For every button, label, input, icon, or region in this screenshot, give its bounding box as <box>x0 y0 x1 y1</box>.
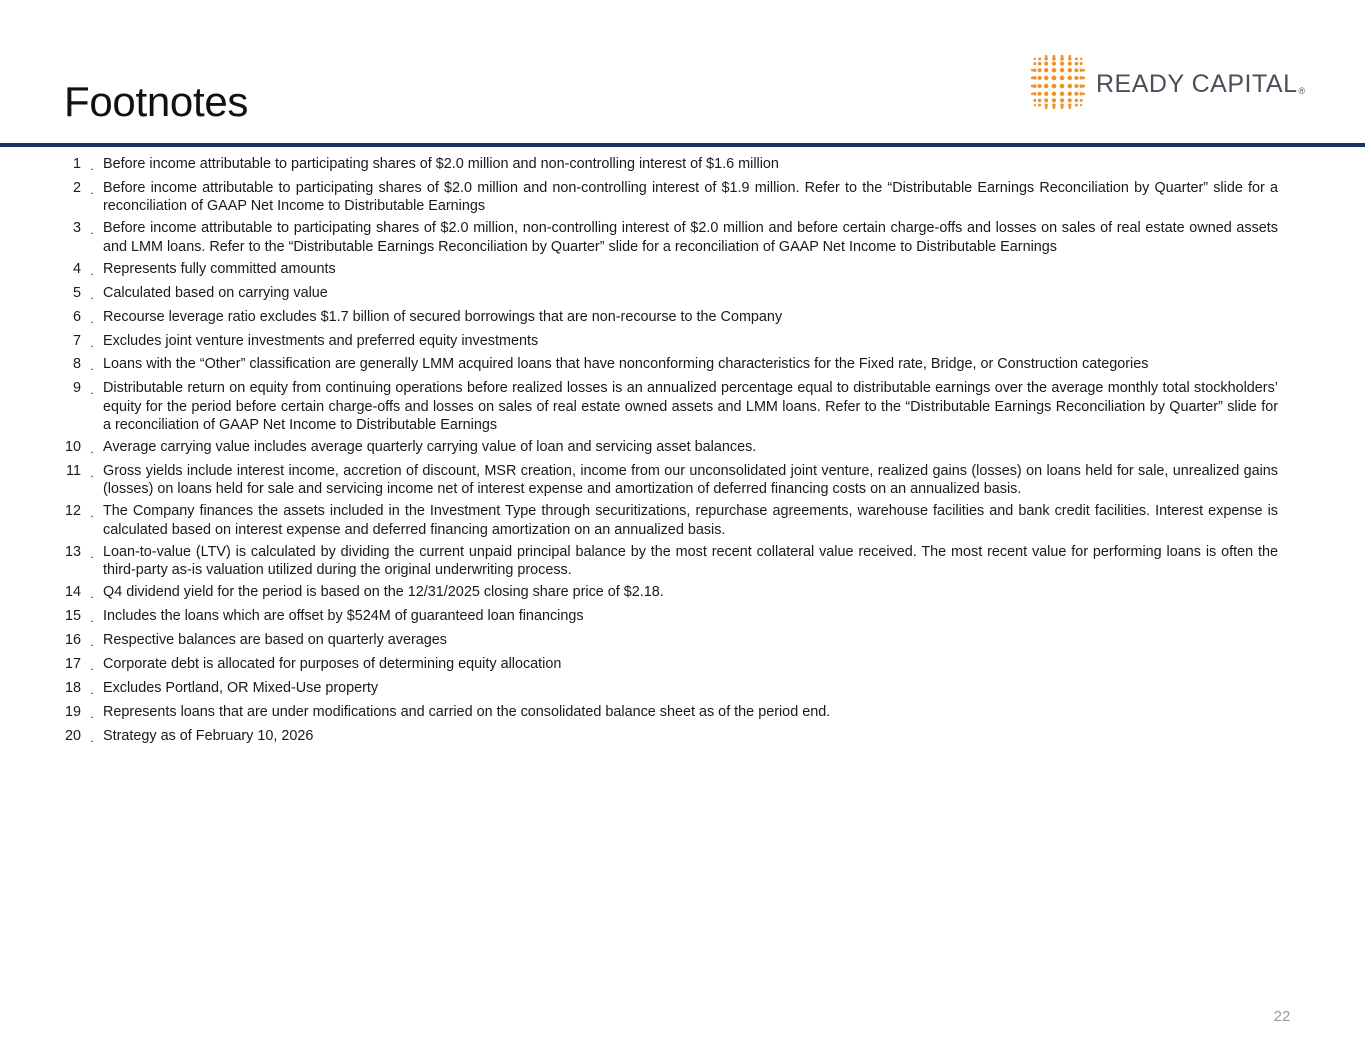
logo-dot <box>1074 76 1078 80</box>
footnote-item <box>56 379 1278 434</box>
footnote-item <box>56 284 1278 304</box>
logo-dot <box>1052 92 1057 97</box>
footnote-number: 16 <box>64 631 81 648</box>
logo-dot <box>1038 62 1042 66</box>
logo-dot <box>1052 62 1056 66</box>
logo-dot <box>1038 68 1042 72</box>
footnote-separator: . <box>90 335 94 350</box>
footnote-item <box>56 543 1278 580</box>
footnote-text: Before income attributable to participating shares of $2.0 million and non-controlling interest of $1.6 million <box>103 156 779 172</box>
footnote-number: 7 <box>72 332 81 349</box>
footnote-number: 8 <box>72 356 81 373</box>
footnote-item <box>56 727 1278 747</box>
logo-wordmark: READY CAPITAL <box>1096 69 1298 98</box>
footnote-separator: . <box>90 442 94 457</box>
footnote-text: Strategy as of February 10, 2026 <box>103 727 314 744</box>
logo-dot <box>1080 62 1083 65</box>
logo-dot <box>1082 69 1085 72</box>
footnote-number: 12 <box>64 503 81 520</box>
footnote-number: 13 <box>64 543 81 560</box>
logo-dot <box>1044 68 1048 72</box>
logo-registered-mark: ® <box>1298 86 1306 96</box>
logo-dot <box>1068 76 1073 81</box>
footnote-text: Respective balances are based on quarterly averages <box>103 631 447 648</box>
logo-dot <box>1068 92 1072 96</box>
header-divider <box>0 143 1365 147</box>
footnote-item <box>56 260 1278 280</box>
logo-dot <box>1082 77 1085 80</box>
footnote-text: Loans with the “Other” classification are generally LMM acquired loans that have nonconforming characteristics for the Fixed rate, Bridge, or Construction categories <box>103 356 1149 373</box>
logo-dot <box>1079 69 1082 72</box>
footnote-number: 20 <box>64 727 81 744</box>
footnote-separator: . <box>90 182 94 197</box>
footnote-separator: . <box>90 586 94 601</box>
logo-dot <box>1075 104 1078 107</box>
logo-dot <box>1068 98 1072 102</box>
footnote-separator: . <box>90 610 94 625</box>
footnote-item <box>56 308 1278 328</box>
logo-dot <box>1068 62 1072 66</box>
logo-dot <box>1068 84 1073 89</box>
footnote-item <box>56 631 1278 651</box>
logo-dot <box>1038 76 1042 80</box>
footnote-text: Distributable return on equity from continuing operations before realized losses is an annualized percentage equal to distributable earnings over the average monthly total stockholders’ equity for the period before certain charge-offs and losses on sales of real estate owned assets and LMM loans. Refer to the “Distributable Earnings Reconciliation by Quarter” slide for a reconciliation of GAAP Net Income to Distributable Earnings <box>103 380 1278 434</box>
footnote-separator: . <box>90 159 94 173</box>
footnote-text: Excludes Portland, OR Mixed-Use property <box>103 679 379 696</box>
footnote-text: Calculated based on carrying value <box>103 284 328 301</box>
logo-dot <box>1044 76 1049 81</box>
logo-dot-sphere-icon <box>1028 54 1088 114</box>
logo-dot <box>1038 92 1042 96</box>
footnote-separator: . <box>90 506 94 521</box>
footnote-text: Q4 dividend yield for the period is based on the 12/31/2025 closing share price of $2.18. <box>103 583 664 600</box>
page-title: Footnotes <box>64 78 249 125</box>
footnote-separator: . <box>90 263 94 278</box>
logo-dot <box>1038 99 1042 103</box>
footnote-number: 17 <box>64 655 81 672</box>
logo-dot <box>1045 106 1048 109</box>
footnote-text: Represents loans that are under modifications and carried on the consolidated balance sheet as of the period end. <box>103 703 831 720</box>
logo-dot <box>1033 92 1036 95</box>
logo-dot <box>1044 98 1048 102</box>
footnote-separator: . <box>90 311 94 326</box>
footnote-item <box>56 462 1278 499</box>
footnote-item <box>56 438 1278 458</box>
footnote-item <box>56 679 1278 699</box>
footnotes-list <box>56 155 1278 751</box>
footnote-text: Loan-to-value (LTV) is calculated by dividing the current unpaid principal balance by the most recent collateral value received. The most recent value for performing loans is often the third-party as-is valuation utilized during the original underwriting process. <box>103 543 1278 578</box>
logo-dot <box>1060 84 1065 89</box>
footnote-text: Average carrying value includes average quarterly carrying value of loan and servicing asset balances. <box>103 439 757 456</box>
footnote-number: 2 <box>72 179 81 196</box>
footnote-separator: . <box>90 706 94 721</box>
footnote-text: Represents fully committed amounts <box>103 260 336 277</box>
footnote-text: Recourse leverage ratio excludes $1.7 billion of secured borrowings that are non-recourse to the Company <box>103 308 783 325</box>
footnote-separator: . <box>90 466 94 481</box>
footnote-number: 15 <box>64 607 81 624</box>
logo-dot <box>1038 104 1041 107</box>
logo-dot <box>1082 92 1085 95</box>
logo-dot <box>1052 76 1057 81</box>
footnote-item <box>56 583 1278 603</box>
footnote-number: 4 <box>72 260 81 277</box>
footnote-item <box>56 607 1278 627</box>
logo-dot <box>1044 92 1048 96</box>
footnote-number: 11 <box>66 463 81 480</box>
logo-dot <box>1034 104 1036 106</box>
logo-dot <box>1082 85 1085 88</box>
logo-dot <box>1074 84 1078 88</box>
footnote-item <box>56 655 1278 675</box>
footnote-item <box>56 179 1278 216</box>
logo-dot <box>1074 92 1078 96</box>
logo-dot <box>1033 69 1036 72</box>
logo-dot <box>1060 57 1064 61</box>
logo-dot <box>1060 76 1065 81</box>
logo-dot <box>1079 92 1082 95</box>
logo-dot <box>1044 84 1049 89</box>
logo-dot <box>1044 62 1048 66</box>
logo-dot <box>1038 84 1042 88</box>
footnote-text: Includes the loans which are offset by $524M of guaranteed loan financings <box>103 607 584 624</box>
footnote-text: Gross yields include interest income, accretion of discount, MSR creation, income from our unconsolidated joint venture, realized gains (losses) on loans held for sale, unrealized gains (losses) on loans held for sale and servicing income net of interest expense and amortization of deferred financing costs on an annualized basis. <box>103 463 1278 498</box>
footnote-number: 14 <box>64 583 81 600</box>
footnote-number: 5 <box>72 284 81 301</box>
footnote-separator: . <box>90 730 94 745</box>
logo-dot <box>1033 99 1036 102</box>
ready-capital-logo <box>1028 54 1318 114</box>
footnote-number: 18 <box>64 679 81 696</box>
footnote-separator: . <box>90 546 94 561</box>
footnote-separator: . <box>90 383 94 398</box>
footnote-text: Excludes joint venture investments and preferred equity investments <box>103 332 539 349</box>
logo-dot <box>1080 99 1083 102</box>
footnote-number: 19 <box>64 703 81 720</box>
logo-dot <box>1068 106 1071 109</box>
footnote-number: 9 <box>72 380 81 397</box>
logo-dot <box>1033 84 1037 88</box>
logo-dot <box>1068 103 1071 106</box>
logo-dot <box>1075 57 1078 60</box>
footnote-item <box>56 219 1278 256</box>
logo-dot <box>1075 99 1079 103</box>
logo-dot <box>1033 62 1036 65</box>
logo-dot <box>1034 58 1036 60</box>
footnote-text: Corporate debt is allocated for purposes of determining equity allocation <box>103 655 562 672</box>
footnote-number: 6 <box>72 308 81 325</box>
footnote-item <box>56 355 1278 375</box>
logo-dot <box>1045 57 1048 60</box>
page-number: 22 <box>1273 1008 1291 1025</box>
footnote-item <box>56 155 1278 175</box>
footnote-number: 3 <box>72 220 81 237</box>
footnote-separator: . <box>90 223 94 238</box>
logo-dot <box>1053 106 1056 109</box>
logo-dot <box>1052 57 1056 61</box>
logo-dot <box>1074 68 1078 72</box>
footnote-item <box>56 703 1278 723</box>
logo-dot <box>1038 57 1041 60</box>
footnote-text: Before income attributable to participating shares of $2.0 million and non-controlling interest of $1.9 million. Refer to the “Distributable Earnings Reconciliation by Quarter” slide for a reconciliation of GAAP Net Income to Distributable Earnings <box>103 179 1278 215</box>
logo-dot <box>1060 62 1064 66</box>
footnote-separator: . <box>90 359 94 374</box>
logo-dot <box>1068 68 1072 72</box>
logo-dot <box>1075 62 1079 66</box>
footnote-number: 10 <box>64 439 81 456</box>
logo-dot <box>1052 84 1057 89</box>
footnote-item <box>56 502 1278 539</box>
footnote-separator: . <box>90 682 94 697</box>
logo-dot <box>1080 58 1082 60</box>
logo-dot <box>1060 92 1065 97</box>
footnote-separator: . <box>90 287 94 302</box>
logo-dot <box>1045 103 1048 106</box>
logo-dot <box>1033 76 1037 80</box>
logo-dot <box>1052 68 1057 73</box>
footnote-number: 1 <box>72 156 81 172</box>
logo-dot <box>1061 106 1064 109</box>
logo-dot <box>1060 68 1065 73</box>
footnote-separator: . <box>90 658 94 673</box>
logo-dot <box>1068 57 1071 60</box>
logo-dot <box>1060 98 1064 102</box>
logo-dot <box>1080 104 1082 106</box>
footnote-text: The Company finances the assets included in the Investment Type through securitizations, repurchase agreements, warehouse facilities and bank credit facilities. Interest expense is calculated based on interest expense and deferred financing amortization on an annualized basis. <box>103 503 1278 538</box>
footnote-text: Before income attributable to participating shares of $2.0 million, non-controlling interest of $2.0 million and before certain charge-offs and losses on sales of real estate owned assets and LMM loans. Refer to the “Distributable Earnings Reconciliation by Quarter” slide for a reconciliation of GAAP Net Income to Distributable Earnings <box>103 220 1278 255</box>
footnote-separator: . <box>90 634 94 649</box>
logo-dot <box>1052 98 1056 102</box>
footnote-item <box>56 332 1278 352</box>
